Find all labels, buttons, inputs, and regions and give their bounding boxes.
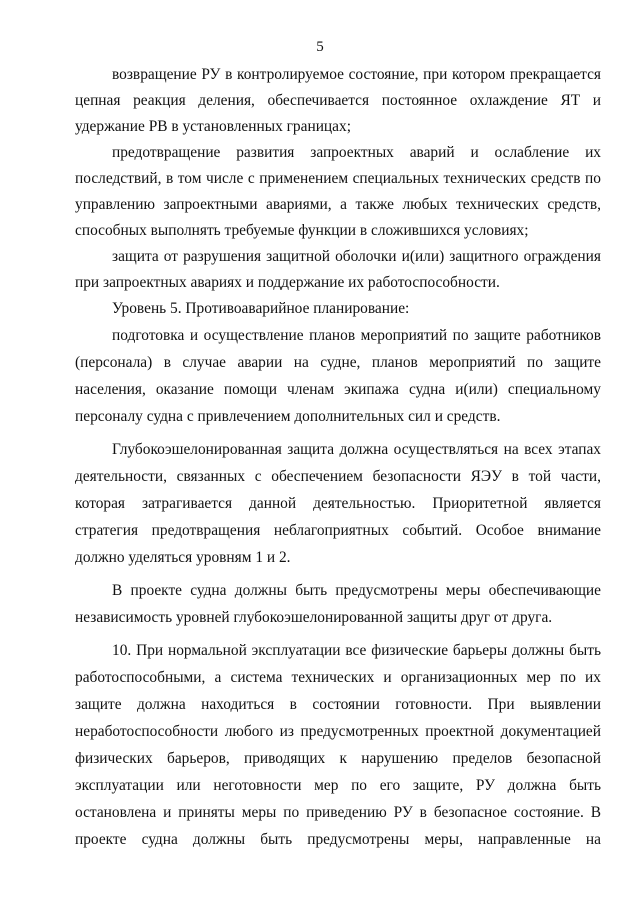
body-text — [75, 62, 601, 853]
paragraph-defense-in-depth: Глубокоэшелонированная защита должна осуществляться на всех этапах деятельности, связанных с обеспечением безопасности ЯЭУ в той части, которая затрагивается данной деятельностью. Приоритетной является стратегия предотвращения неблагоприятных событий. Особое внимание должно уделяться уровням 1 и 2. — [75, 441, 601, 566]
paragraph-emergency-plans: подготовка и осуществление планов мероприятий по защите работников (персонала) в случае аварии на судне, планов мероприятий по защите населения, оказание помощи членам экипажа судна и(или) специальному персоналу судна с привлечением дополнительных сил и средств. — [75, 327, 601, 425]
paragraph-level-5-heading: Уровень 5. Противоаварийное планирование: — [112, 300, 410, 317]
paragraph-level-independence: В проекте судна должны быть предусмотрены меры обеспечивающие независимость уровней глубокоэшелонированной защиты друг от друга. — [75, 582, 601, 626]
paragraph-prevent-beyond-design-accidents: предотвращение развития запроектных аварий и ослабление их последствий, в том числе с применением специальных технических средств по управлению запроектными авариями, а также любых технических средств, способных выполнять требуемые функции в сложившихся условиях; — [75, 144, 601, 239]
paragraph-containment-protection: защита от разрушения защитной оболочки и(или) защитного ограждения при запроектных авариях и поддержание их работоспособности. — [75, 248, 601, 291]
paragraph-return-to-controlled-state: возвращение РУ в контролируемое состояние, при котором прекращается цепная реакция деления, обеспечивается постоянное охлаждение ЯТ и удержание РВ в установленных границах; — [75, 66, 601, 135]
paragraph-item-10: 10. При нормальной эксплуатации все физические барьеры должны быть работоспособными, а система технических и организационных мер по их защите должна находиться в состоянии готовности. При выявлении неработоспособности любого из предусмотренных проектной документацией физических барьеров, приводящих к нарушению пределов безопасной эксплуатации или неготовности мер по его защите, РУ должна быть остановлена и приняты меры по приведению РУ в безопасное состояние. В проекте судна должны быть предусмотрены меры, направленные на — [75, 642, 601, 848]
page-number: 5 — [316, 39, 324, 55]
